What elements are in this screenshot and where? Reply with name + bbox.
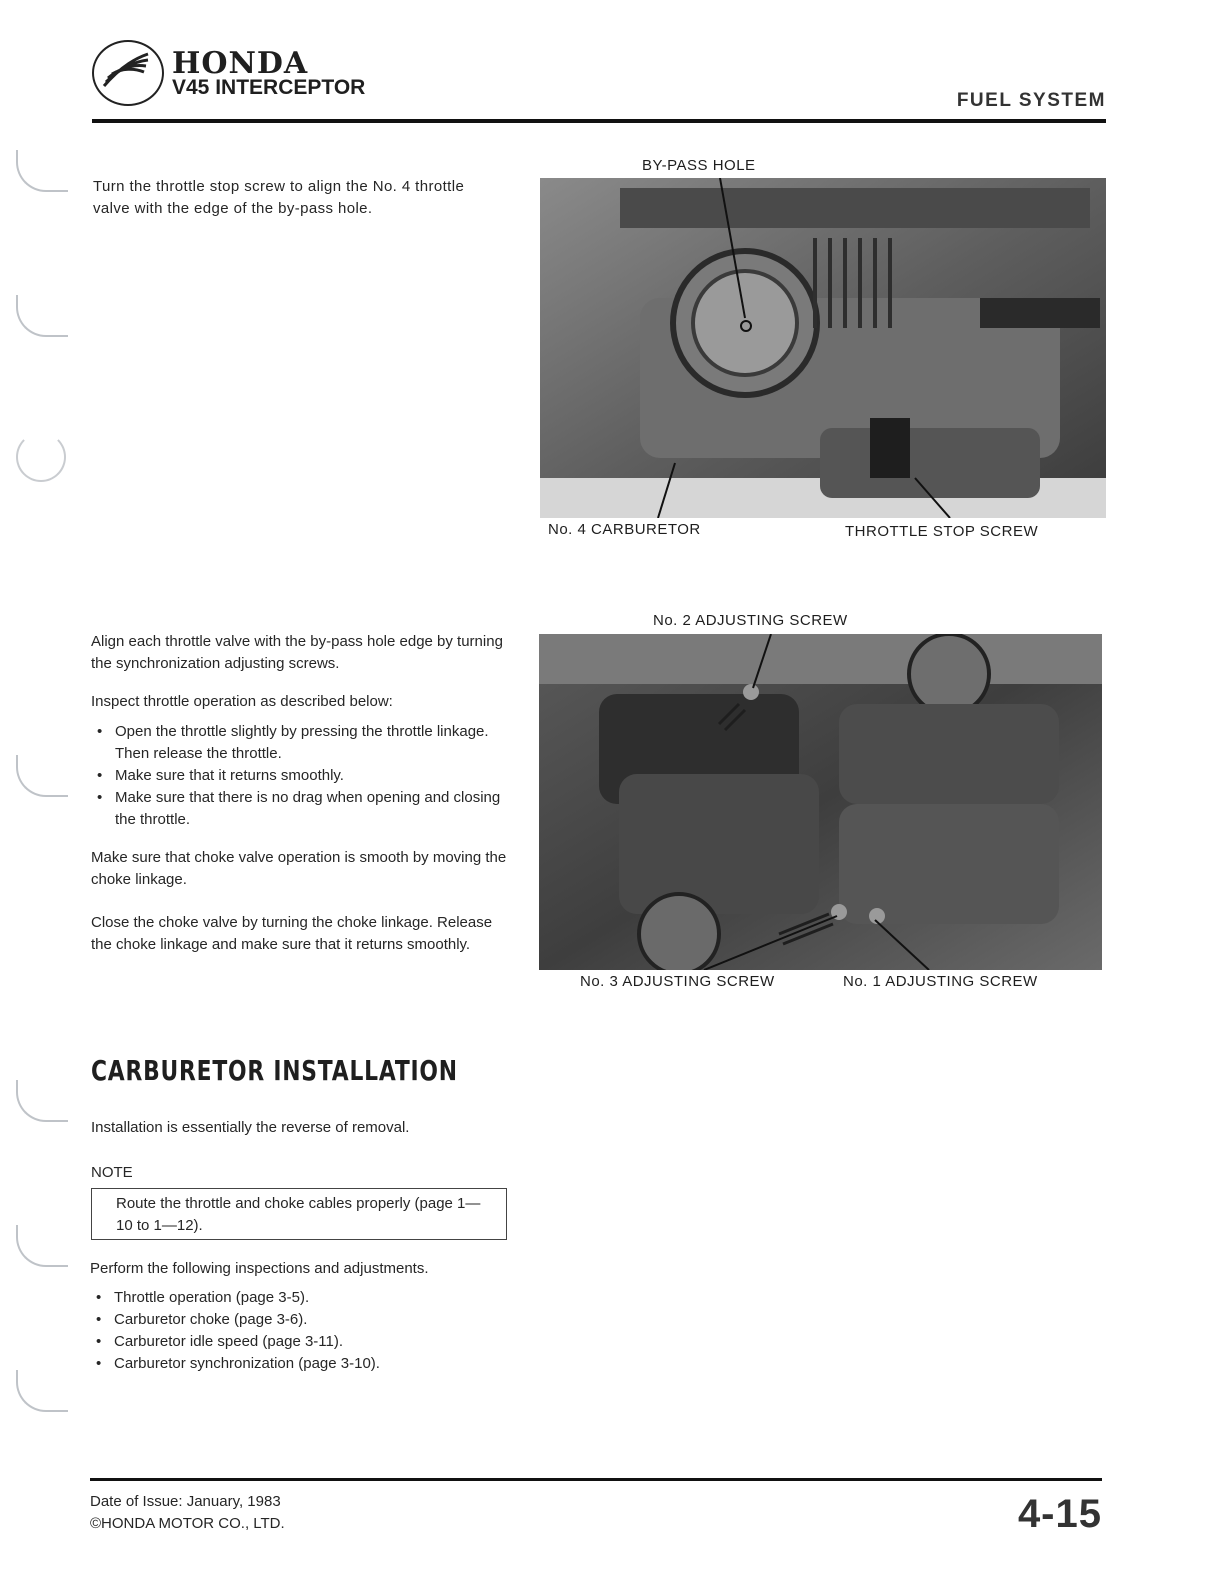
photo-adjusting-screws — [539, 634, 1102, 970]
section-title: FUEL SYSTEM — [956, 90, 1106, 111]
copyright: ©HONDA MOTOR CO., LTD. — [90, 1515, 285, 1532]
brand-name: HONDA — [172, 46, 309, 81]
binder-mark — [16, 755, 68, 797]
list-item: • Open the throttle slightly by pressing the throttle linkage. Then release the throttle. — [91, 721, 507, 765]
header-rule — [92, 119, 1106, 123]
honda-wing-logo — [92, 40, 164, 106]
step2-bullet-list — [91, 721, 507, 831]
list-item: • Make sure that there is no drag when opening and closing the throttle. — [91, 787, 507, 831]
step2-inspect-text: Inspect throttle operation as described below: — [91, 693, 393, 710]
section-heading: CARBURETOR INSTALLATION — [91, 1054, 458, 1087]
photo-no4-carburetor — [540, 178, 1106, 518]
label-no1-adjusting-screw: No. 1 ADJUSTING SCREW — [843, 973, 1038, 990]
binder-mark — [16, 432, 66, 482]
list-item: • Make sure that it returns smoothly. — [91, 765, 507, 787]
list-item: • Throttle operation (page 3-5). — [90, 1287, 510, 1309]
page-number: 4-15 — [1017, 1492, 1102, 1536]
step2-close-choke-text: Close the choke valve by turning the choke linkage. Release the choke linkage and make sure that it returns smoothly. — [91, 914, 493, 953]
note-label: NOTE — [91, 1164, 133, 1181]
model-name: V45 INTERCEPTOR — [172, 76, 366, 99]
binder-mark — [16, 1080, 68, 1122]
installation-intro: Installation is essentially the reverse of removal. — [91, 1119, 410, 1136]
list-item: • Carburetor idle speed (page 3-11). — [90, 1331, 510, 1353]
perform-text: Perform the following inspections and adjustments. — [90, 1260, 429, 1277]
step2-choke-text: Make sure that choke valve operation is smooth by moving the choke linkage. — [91, 849, 507, 888]
label-throttle-stop-screw: THROTTLE STOP SCREW — [845, 523, 1039, 540]
binder-mark — [16, 150, 68, 192]
binder-mark — [16, 1370, 68, 1412]
note-box: Route the throttle and choke cables properly (page 1—10 to 1—12). — [91, 1188, 507, 1240]
step2-align-text: Align each throttle valve with the by-pass hole edge by turning the synchronization adjusting screws. — [91, 633, 503, 672]
list-item: • Carburetor choke (page 3-6). — [90, 1309, 510, 1331]
issue-date: Date of Issue: January, 1983 — [90, 1493, 281, 1510]
binder-mark — [16, 1225, 68, 1267]
list-item: • Carburetor synchronization (page 3-10). — [90, 1353, 510, 1375]
label-no2-adjusting-screw: No. 2 ADJUSTING SCREW — [653, 612, 848, 629]
label-no3-adjusting-screw: No. 3 ADJUSTING SCREW — [580, 973, 775, 990]
binder-mark — [16, 295, 68, 337]
label-bypass-hole: BY-PASS HOLE — [642, 157, 756, 174]
step1-text: Turn the throttle stop screw to align the No. 4 throttle valve with the edge of the by-pass hole. — [93, 178, 465, 217]
inspection-list — [90, 1287, 510, 1375]
label-no4-carburetor: No. 4 CARBURETOR — [548, 521, 701, 538]
footer-rule — [90, 1478, 1102, 1481]
